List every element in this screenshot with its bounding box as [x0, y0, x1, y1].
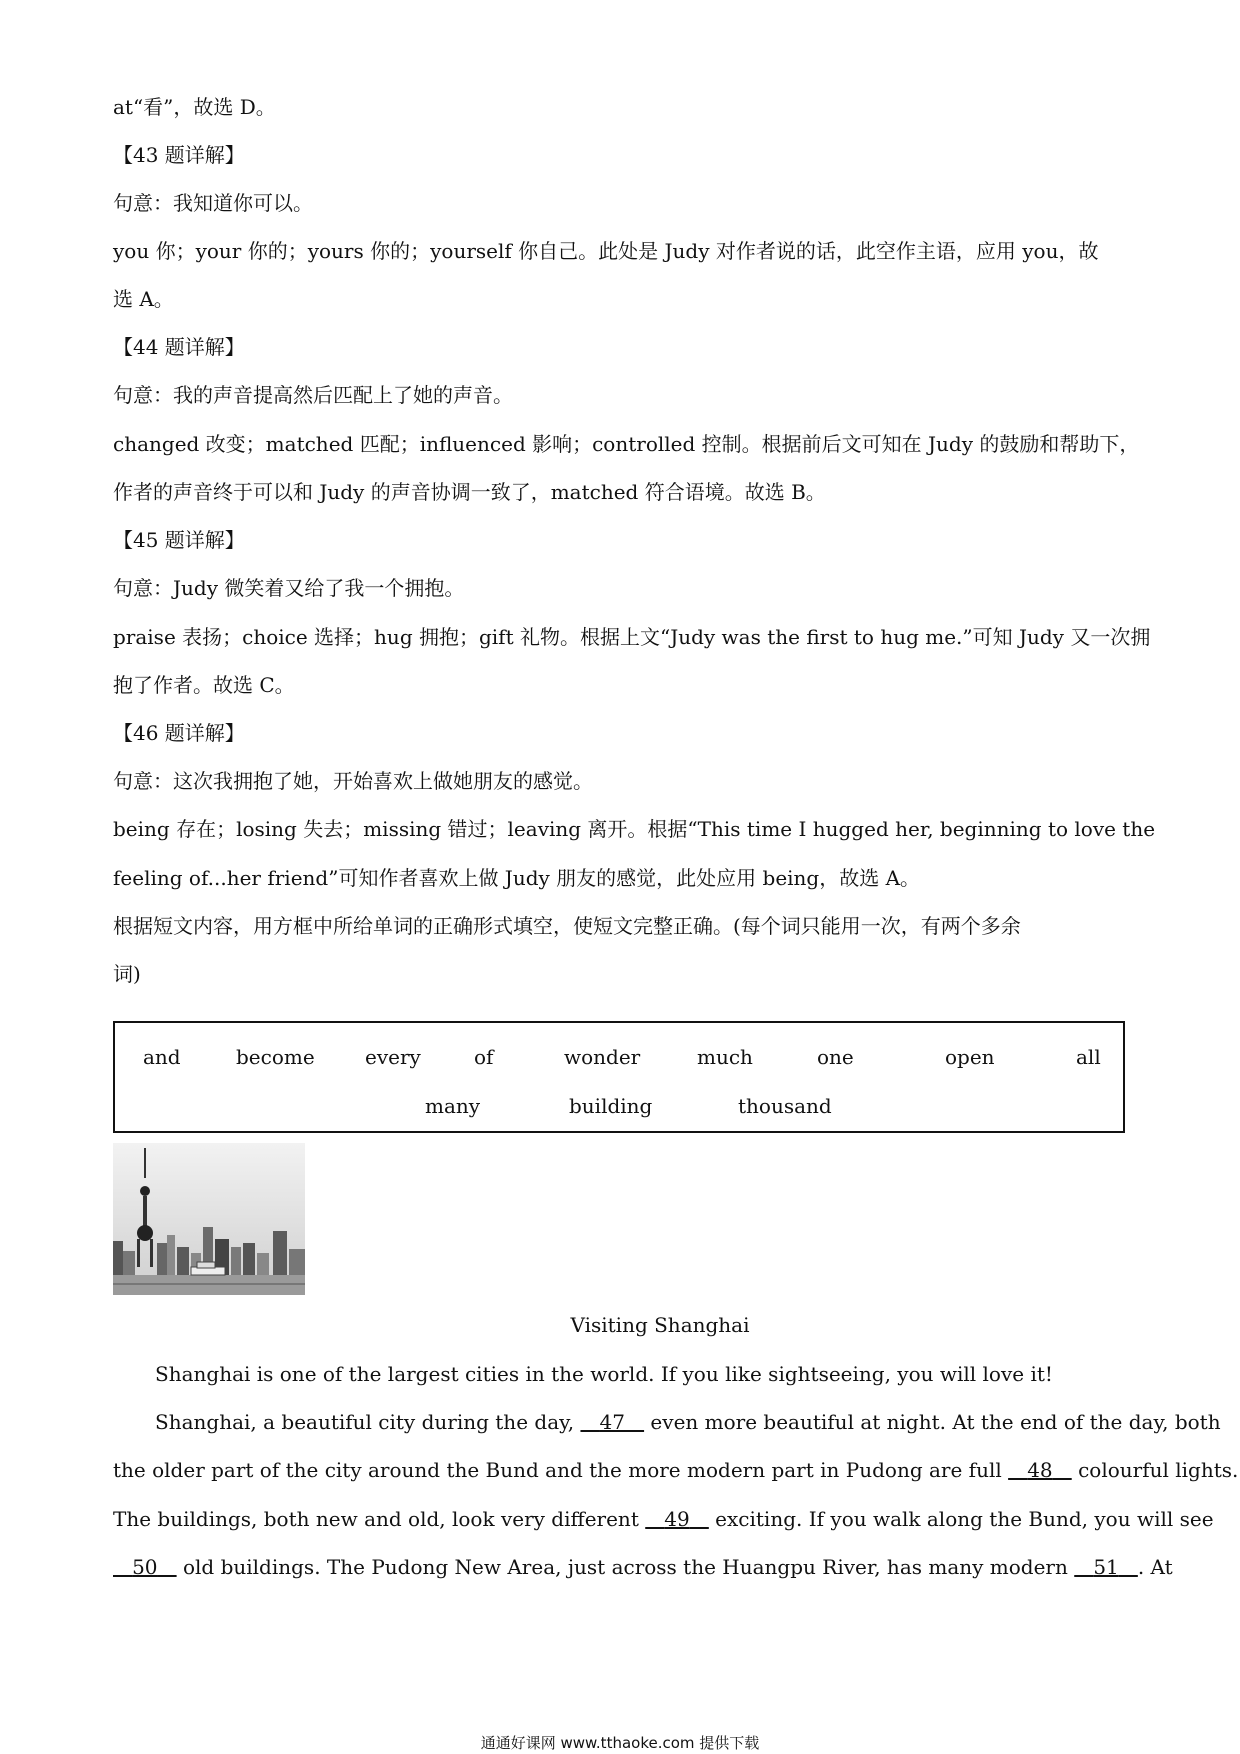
- skyline-illustration: [113, 1143, 305, 1295]
- question-46-meaning: 句意：这次我拥抱了她，开始喜欢上做她朋友的感觉。: [113, 769, 593, 793]
- word-box-word: become: [236, 1045, 315, 1069]
- question-45-explanation-2: 抱了作者。故选 C。: [113, 673, 295, 697]
- blank-48[interactable]: [1008, 1458, 1072, 1482]
- passage-text: . At: [1137, 1555, 1173, 1579]
- word-box-word: and: [143, 1045, 181, 1069]
- blank-50[interactable]: [113, 1555, 177, 1579]
- blank-51[interactable]: [1074, 1555, 1138, 1579]
- passage-text: colourful lights.: [1071, 1458, 1239, 1482]
- question-43-explanation-1: you 你；your 你的；yours 你的；yourself 你自己。此处是 Judy 对作者说的话，此空作主语，应用 you，故: [113, 239, 1099, 263]
- blank-number: 47: [599, 1410, 625, 1434]
- passage-title: Visiting Shanghai: [570, 1313, 750, 1337]
- blank-number: 51: [1093, 1555, 1119, 1579]
- question-44-meaning: 句意：我的声音提高然后匹配上了她的声音。: [113, 383, 513, 407]
- blank-number: 48: [1027, 1458, 1053, 1482]
- word-box-word: wonder: [564, 1045, 641, 1069]
- question-46-explanation-1: being 存在；losing 失去；missing 错过；leaving 离开。根据“This time I hugged her, beginning to love the: [113, 817, 1156, 841]
- word-box-word: thousand: [738, 1094, 832, 1118]
- question-45-heading: 【45 题详解】: [113, 528, 245, 552]
- word-box-word: all: [1076, 1045, 1101, 1069]
- word-box-word: one: [817, 1045, 854, 1069]
- passage-line-5: [113, 1553, 1173, 1581]
- passage-text: even more beautiful at night. At the end of the day, both: [644, 1410, 1221, 1434]
- question-46-heading: 【46 题详解】: [113, 721, 245, 745]
- passage-text: exciting. If you walk along the Bund, you will see: [708, 1507, 1214, 1531]
- blank-number: 49: [664, 1507, 690, 1531]
- passage-text: The buildings, both new and old, look very different: [113, 1507, 646, 1531]
- question-45-meaning: 句意：Judy 微笑着又给了我一个拥抱。: [113, 576, 465, 600]
- instructions-line-2: 词): [113, 962, 141, 986]
- shanghai-skyline-photo: [113, 1143, 305, 1295]
- passage-line-3: [113, 1456, 1239, 1484]
- passage-paragraph-1: Shanghai is one of the largest cities in the world. If you like sightseeing, you will love it!: [155, 1362, 1053, 1386]
- passage-text: the older part of the city around the Bund and the more modern part in Pudong are full: [113, 1458, 1009, 1482]
- text-line: at“看”，故选 D。: [113, 95, 276, 119]
- word-box-word: every: [365, 1045, 421, 1069]
- question-43-meaning: 句意：我知道你可以。: [113, 191, 313, 215]
- word-box-word: building: [569, 1094, 653, 1118]
- blank-number: 50: [132, 1555, 158, 1579]
- word-box-word: much: [697, 1045, 753, 1069]
- word-box-word: of: [474, 1045, 494, 1069]
- word-box-word: many: [425, 1094, 481, 1118]
- passage-line-2: [113, 1408, 1221, 1436]
- question-43-heading: 【43 题详解】: [113, 143, 245, 167]
- question-46-explanation-2: feeling of...her friend”可知作者喜欢上做 Judy 朋友的感觉，此处应用 being，故选 A。: [113, 866, 921, 890]
- instructions-line-1: 根据短文内容，用方框中所给单词的正确形式填空，使短文完整正确。(每个词只能用一次，有两个多余: [113, 914, 1021, 938]
- word-box-word: open: [945, 1045, 995, 1069]
- question-44-heading: 【44 题详解】: [113, 335, 245, 359]
- blank-47[interactable]: [580, 1410, 644, 1434]
- word-box: [113, 1021, 1125, 1133]
- passage-text: Shanghai, a beautiful city during the day,: [155, 1410, 581, 1434]
- question-43-explanation-2: 选 A。: [113, 287, 174, 311]
- question-44-explanation-1: changed 改变；matched 匹配；influenced 影响；controlled 控制。根据前后文可知在 Judy 的鼓励和帮助下，: [113, 432, 1140, 456]
- question-45-explanation-1: praise 表扬；choice 选择；hug 拥抱；gift 礼物。根据上文“Judy was the first to hug me.”可知 Judy 又一次拥: [113, 625, 1151, 649]
- passage-text: old buildings. The Pudong New Area, just across the Huangpu River, has many modern: [176, 1555, 1075, 1579]
- question-44-explanation-2: 作者的声音终于可以和 Judy 的声音协调一致了，matched 符合语境。故选 B。: [113, 480, 826, 504]
- passage-line-4: [113, 1505, 1214, 1533]
- blank-49[interactable]: [645, 1507, 709, 1531]
- page-footer: 通通好课网 www.tthaoke.com 提供下载: [480, 1734, 760, 1752]
